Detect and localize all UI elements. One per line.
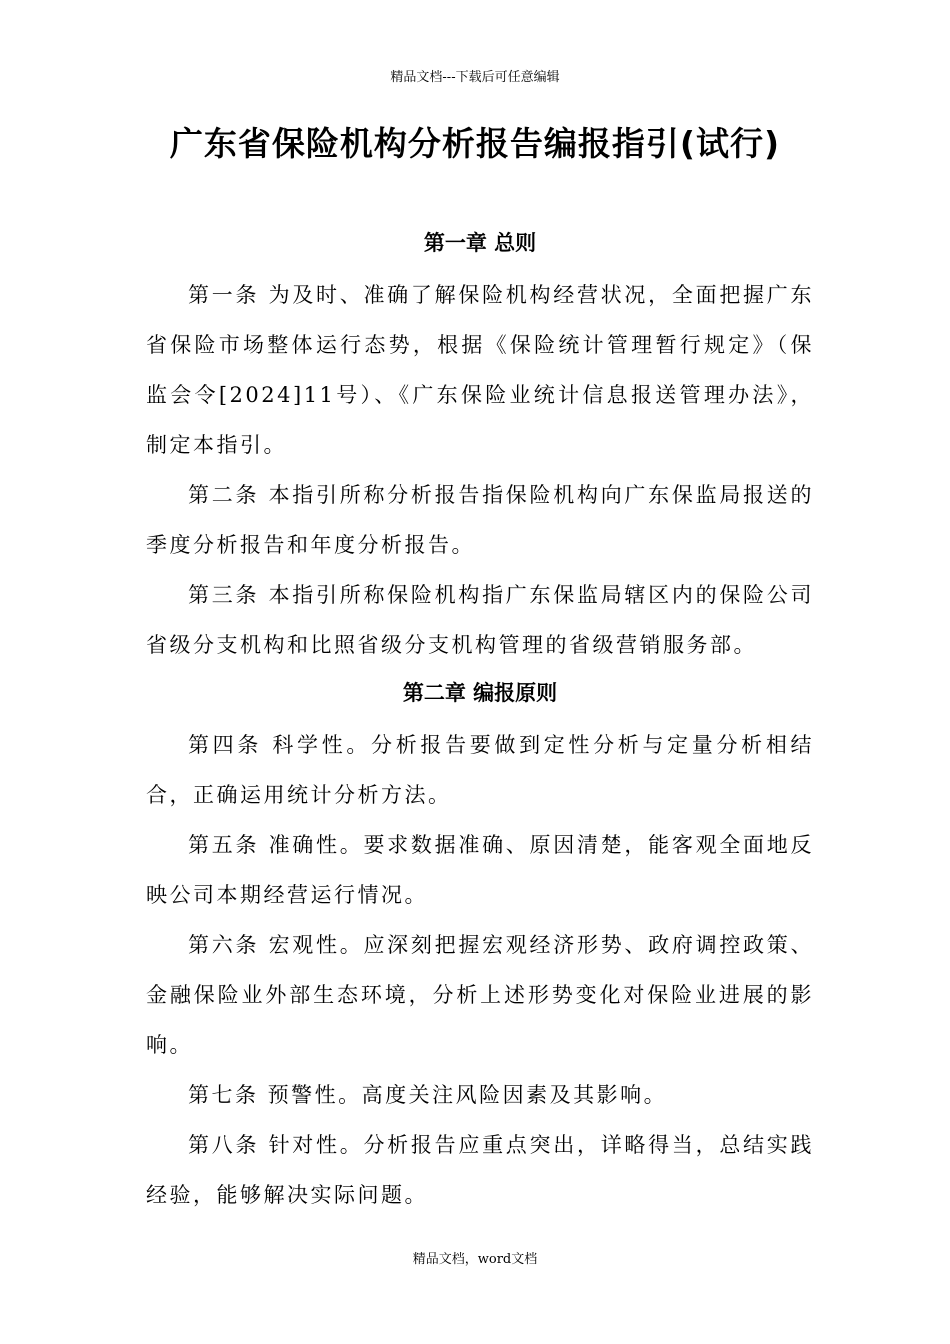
article-8: 第八条 针对性。分析报告应重点突出，详略得当，总结实践经验，能够解决实际问题。 xyxy=(146,1133,814,1207)
article-5: 第五条 准确性。要求数据准确、原因清楚，能客观全面地反映公司本期经营运行情况。 xyxy=(146,833,814,907)
article-2: 第二条 本指引所称分析报告指保险机构向广东保监局报送的季度分析报告和年度分析报告。 xyxy=(146,483,814,557)
chapter-heading-1: 第一章 总则 xyxy=(423,231,537,255)
document-title: 广东省保险机构分析报告编报指引(试行) xyxy=(169,124,781,163)
page-header: 精品文档---下载后可任意编辑 xyxy=(390,70,560,85)
article-3: 第三条 本指引所称保险机构指广东保监局辖区内的保险公司省级分支机构和比照省级分支机构管理的省级营销服务部。 xyxy=(146,583,814,657)
article-4: 第四条 科学性。分析报告要做到定性分析与定量分析相结合，正确运用统计分析方法。 xyxy=(146,733,814,807)
article-1: 第一条 为及时、准确了解保险机构经营状况，全面把握广东省保险市场整体运行态势，根据《保险统计管理暂行规定》（保监会令[2024]11号）、《广东保险业统计信息报送管理办法》，制定本指引。 xyxy=(146,283,814,457)
chapter-heading-2: 第二章 编报原则 xyxy=(402,681,558,705)
page-footer: 精品文档，word文档 xyxy=(412,1252,538,1267)
article-7: 第七条 预警性。高度关注风险因素及其影响。 xyxy=(188,1083,668,1107)
article-6: 第六条 宏观性。应深刻把握宏观经济形势、政府调控政策、金融保险业外部生态环境，分析上述形势变化对保险业进展的影响。 xyxy=(146,933,814,1057)
document-body xyxy=(146,220,814,1220)
